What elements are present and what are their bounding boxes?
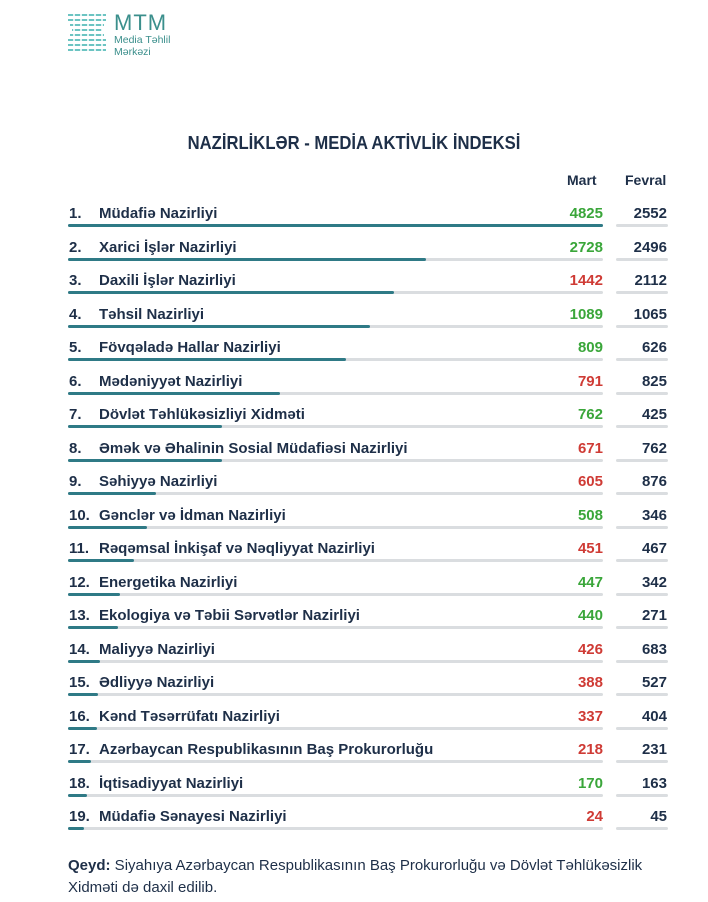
footnote-label: Qeyd: — [68, 857, 111, 874]
fevral-value: 683 — [641, 640, 667, 658]
table-row — [0, 371, 708, 405]
ministry-name: Müdafiə Sənayesi Nazirliyi — [99, 808, 287, 825]
ministry-name: Kənd Təsərrüfatı Nazirliyi — [99, 707, 280, 725]
fevral-value: 2496 — [633, 238, 667, 256]
bar-track — [68, 827, 603, 830]
bar — [68, 325, 370, 328]
bar-track — [68, 325, 603, 328]
table-row — [0, 605, 708, 639]
mart-value: 671 — [577, 439, 603, 457]
fevral-value: 342 — [641, 573, 667, 591]
fevral-value: 271 — [641, 607, 667, 624]
table-row — [0, 739, 708, 773]
mart-value: 508 — [577, 506, 603, 524]
table-row — [0, 404, 708, 438]
bar-track — [68, 727, 603, 730]
ministry-name: Əmək və Əhalinin Sosial Müdafiəsi Nazirliyi — [99, 439, 408, 457]
fevral-divider — [616, 291, 668, 294]
bar — [68, 794, 87, 797]
rank-number: 3. — [69, 272, 82, 289]
fevral-value: 346 — [641, 506, 667, 524]
fevral-divider — [616, 425, 668, 428]
chart-title: NAZİRLİKLƏR - MEDİA AKTİVLİK İNDEKSİ — [187, 132, 521, 153]
logo — [66, 12, 170, 58]
fevral-divider — [616, 492, 668, 495]
rank-number: 16. — [69, 707, 90, 725]
fevral-value: 527 — [641, 674, 667, 691]
fevral-value: 1065 — [633, 305, 667, 323]
bar — [68, 593, 120, 596]
table-row — [0, 471, 708, 505]
bar-track — [68, 660, 603, 663]
fevral-divider — [616, 459, 668, 462]
bar-track — [68, 291, 603, 294]
bar — [68, 291, 394, 294]
bar — [68, 626, 118, 629]
rank-number: 9. — [69, 473, 82, 490]
bar-track — [68, 693, 603, 696]
mart-value: 2728 — [569, 238, 603, 256]
ministry-name: Təhsil Nazirliyi — [99, 305, 205, 323]
ministry-name: Ədliyyə Nazirliyi — [99, 674, 215, 691]
table-row — [0, 706, 708, 740]
rank-number: 13. — [69, 607, 90, 624]
rank-number: 8. — [69, 439, 82, 457]
column-header-fevral: Fevral — [625, 172, 667, 188]
fevral-value: 2112 — [634, 272, 667, 289]
ministry-name: Gənclər və İdman Nazirliyi — [99, 506, 286, 524]
table-row — [0, 438, 708, 472]
bar-track — [68, 794, 603, 797]
logo-subtitle-line1: Media Təhlil — [114, 34, 171, 46]
fevral-divider — [616, 760, 668, 763]
ministry-name: Mədəniyyət Nazirliyi — [99, 372, 243, 390]
ministry-name: Daxili İşlər Nazirliyi — [99, 272, 236, 289]
fevral-divider — [616, 358, 668, 361]
bar-track — [68, 224, 603, 227]
table-row — [0, 672, 708, 706]
rank-number: 7. — [69, 406, 82, 423]
table-row — [0, 538, 708, 572]
rank-number: 17. — [69, 741, 90, 758]
bar — [68, 358, 346, 361]
rank-number: 11. — [69, 540, 90, 557]
bar-track — [68, 626, 603, 629]
ministry-name: Rəqəmsal İnkişaf və Nəqliyyat Nazirliyi — [99, 540, 375, 557]
bar-track — [68, 392, 603, 395]
mart-value: 791 — [577, 372, 603, 390]
table-row — [0, 203, 708, 237]
bar-track — [68, 258, 603, 261]
rank-number: 19. — [69, 808, 90, 825]
bar-track — [68, 425, 603, 428]
mart-value: 440 — [577, 607, 603, 624]
fevral-value: 626 — [641, 339, 667, 356]
ministry-name: İqtisadiyyat Nazirliyi — [99, 774, 244, 792]
rank-number: 2. — [69, 238, 82, 256]
table-row — [0, 304, 708, 338]
fevral-divider — [616, 794, 668, 797]
bar — [68, 392, 280, 395]
fevral-value: 762 — [641, 439, 667, 457]
table-row — [0, 572, 708, 606]
logo-subtitle-line2: Mərkəzi — [114, 46, 151, 58]
bar — [68, 425, 222, 428]
fevral-value: 467 — [641, 540, 667, 557]
mart-value: 1442 — [569, 272, 603, 289]
fevral-value: 404 — [641, 707, 667, 725]
bar-track — [68, 593, 603, 596]
bar — [68, 660, 100, 663]
fevral-divider — [616, 325, 668, 328]
ministry-name: Xarici İşlər Nazirliyi — [99, 238, 237, 256]
footnote — [68, 855, 668, 899]
rank-number: 12. — [69, 573, 90, 591]
table-row — [0, 237, 708, 271]
bar-track — [68, 492, 603, 495]
rank-number: 10. — [69, 506, 90, 524]
ministry-name: Azərbaycan Respublikasının Baş Prokurorluğu — [99, 741, 434, 758]
fevral-divider — [616, 392, 668, 395]
table-row — [0, 806, 708, 840]
fevral-divider — [616, 593, 668, 596]
fevral-divider — [616, 224, 668, 227]
mart-value: 451 — [577, 540, 603, 557]
mart-value: 170 — [577, 774, 603, 792]
mart-value: 337 — [577, 707, 603, 725]
ministry-name: Energetika Nazirliyi — [99, 573, 238, 591]
fevral-divider — [616, 626, 668, 629]
table-row — [0, 773, 708, 807]
rank-number: 4. — [69, 305, 82, 323]
bar — [68, 492, 156, 495]
rank-number: 6. — [69, 372, 82, 390]
fevral-divider — [616, 693, 668, 696]
footnote-text: Siyahıya Azərbaycan Respublikasının Baş Prokurorluğu və Dövlət Təhlükəsizlik Xidməti də daxil edilib. — [68, 857, 643, 896]
mart-value: 1089 — [569, 305, 603, 323]
rank-number: 14. — [69, 640, 90, 658]
fevral-divider — [616, 258, 668, 261]
ministry-name: Səhiyyə Nazirliyi — [99, 473, 218, 490]
table-row — [0, 337, 708, 371]
ministry-name: Müdafiə Nazirliyi — [99, 205, 218, 222]
bar-track — [68, 559, 603, 562]
bar — [68, 258, 426, 261]
bar-track — [68, 760, 603, 763]
mart-value: 809 — [577, 339, 603, 356]
bar — [68, 693, 98, 696]
fevral-divider — [616, 827, 668, 830]
bar-track — [68, 526, 603, 529]
mart-value: 388 — [577, 674, 603, 691]
fevral-divider — [616, 660, 668, 663]
fevral-value: 231 — [641, 741, 667, 758]
rank-number: 15. — [69, 674, 90, 691]
ministry-name: Ekologiya və Təbii Sərvətlər Nazirliyi — [99, 607, 360, 624]
ministry-name: Fövqəladə Hallar Nazirliyi — [99, 339, 281, 356]
bar — [68, 526, 147, 529]
table-row — [0, 270, 708, 304]
mart-value: 218 — [577, 741, 603, 758]
fevral-value: 2552 — [633, 205, 667, 222]
bar — [68, 760, 91, 763]
rank-number: 1. — [69, 205, 82, 222]
ministry-name: Maliyyə Nazirliyi — [99, 640, 215, 658]
mart-value: 762 — [577, 406, 603, 423]
mart-value: 4825 — [569, 205, 603, 222]
mart-value: 605 — [577, 473, 603, 490]
mart-value: 447 — [577, 573, 603, 591]
bar — [68, 224, 603, 227]
mart-value: 24 — [586, 808, 603, 825]
logo-title: MTM — [114, 10, 168, 35]
fevral-divider — [616, 727, 668, 730]
fevral-value: 425 — [641, 406, 667, 423]
fevral-value: 876 — [641, 473, 667, 490]
bar — [68, 827, 84, 830]
mtm-logo-icon — [66, 12, 108, 54]
column-header-mart: Mart — [567, 172, 597, 188]
ministry-name: Dövlət Təhlükəsizliyi Xidməti — [99, 406, 305, 423]
fevral-value: 45 — [650, 808, 667, 825]
bar — [68, 727, 97, 730]
table-row — [0, 505, 708, 539]
table-row — [0, 639, 708, 673]
fevral-divider — [616, 559, 668, 562]
bar — [68, 559, 134, 562]
fevral-value: 825 — [641, 372, 667, 390]
bar — [68, 459, 222, 462]
bar-track — [68, 459, 603, 462]
bar-track — [68, 358, 603, 361]
fevral-divider — [616, 526, 668, 529]
rank-number: 18. — [69, 774, 90, 792]
mart-value: 426 — [577, 640, 603, 658]
rank-number: 5. — [69, 339, 82, 356]
fevral-value: 163 — [641, 774, 667, 792]
